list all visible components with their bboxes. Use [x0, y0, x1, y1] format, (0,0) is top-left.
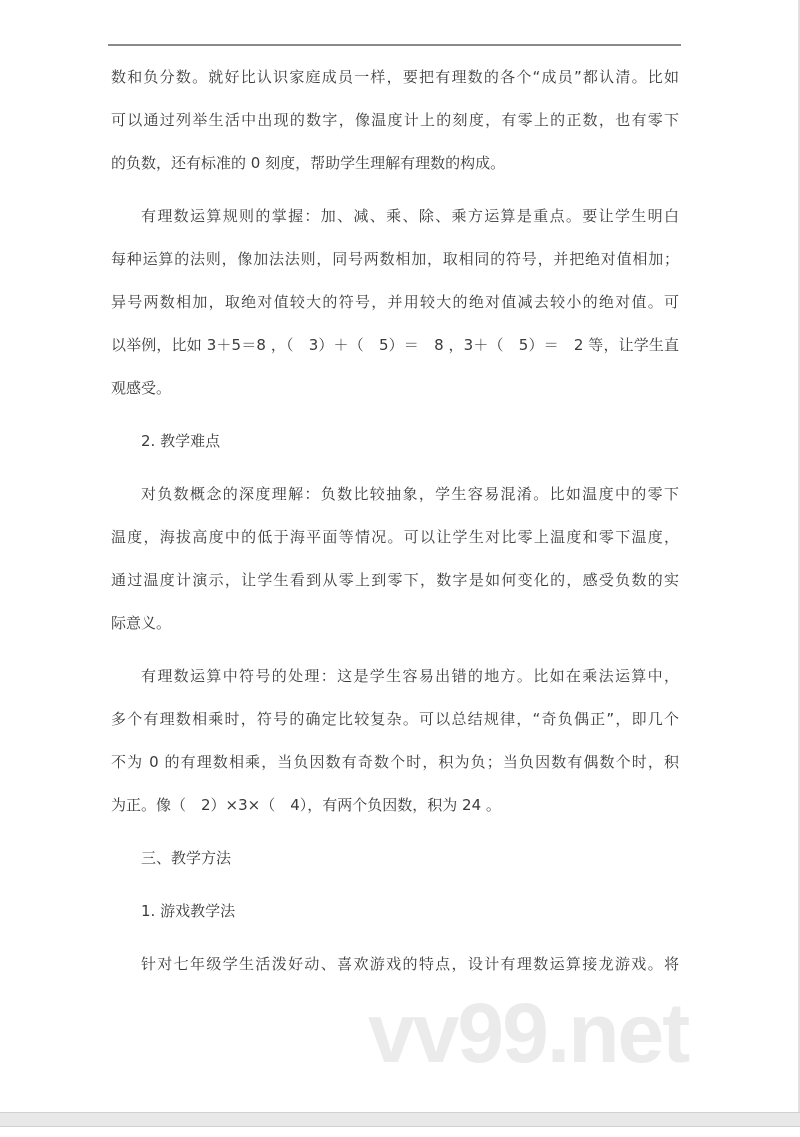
- text-line: 观感受。: [111, 379, 172, 397]
- paragraph-negative-numbers: [111, 473, 679, 645]
- text-line: 针对七年级学生活泼好动、喜欢游戏的特点，设计有理数运算接龙游戏。将: [141, 955, 679, 973]
- text-line: 际意义。: [111, 614, 172, 632]
- text-line: 对负数概念的深度理解：负数比较抽象，学生容易混淆。比如温度中的零下: [141, 485, 679, 503]
- text-line: 有理数运算中符号的处理：这是学生容易出错的地方。比如在乘法运算中，: [141, 667, 679, 685]
- section-heading: 2. 教学难点: [141, 432, 221, 450]
- text-line: 的负数，还有标准的 0 刻度，帮助学生理解有理数的构成。: [111, 154, 506, 172]
- text-line: 为正。像（ 2）×3×（ 4），有两个负因数，积为 24 。: [111, 796, 501, 814]
- header-rule: [108, 44, 681, 46]
- paragraph-sign-handling: [111, 655, 679, 827]
- text-line: 温度，海拔高度中的低于海平面等情况。可以让学生对比零上温度和零下温度，: [111, 528, 679, 546]
- text-line: 可以通过列举生活中出现的数字，像温度计上的刻度，有零上的正数，也有零下: [111, 111, 679, 129]
- text-line: 以举例，比如 3＋5＝8 ，（ 3）＋（ 5）＝ 8 ，3＋（ 5）＝ 2 等，让学生直: [111, 336, 679, 354]
- heading-game-method: [111, 890, 679, 933]
- text-line: 不为 0 的有理数相乘，当负因数有奇数个时，积为负；当负因数有偶数个时，积: [111, 753, 679, 771]
- text-line: 有理数运算规则的掌握：加、减、乘、除、乘方运算是重点。要让学生明白: [141, 207, 679, 225]
- text-line: 多个有理数相乘时，符号的确定比较复杂。可以总结规律，“奇负偶正”，即几个: [111, 710, 679, 728]
- watermark: vv99.net: [368, 986, 689, 1080]
- heading-teaching-methods: [111, 837, 679, 880]
- document-body: [111, 56, 679, 996]
- text-line: 数和负分数。就好比认识家庭成员一样，要把有理数的各个“成员”都认清。比如: [111, 68, 679, 86]
- text-line: 每种运算的法则，像加法法则，同号两数相加，取相同的符号，并把绝对值相加；: [111, 250, 679, 268]
- paragraph-rational-members: [111, 56, 679, 185]
- text-line: 通过温度计演示，让学生看到从零上到零下，数字是如何变化的，感受负数的实: [111, 571, 679, 589]
- heading-teaching-difficulties: [111, 420, 679, 463]
- text-line: 异号两数相加，取绝对值较大的符号，并用较大的绝对值减去较小的绝对值。可: [111, 293, 679, 311]
- section-heading: 三、教学方法: [141, 849, 232, 867]
- paragraph-game-method: [111, 943, 679, 986]
- paragraph-operation-rules: [111, 195, 679, 410]
- section-heading: 1. 游戏教学法: [141, 902, 236, 920]
- page-separator: [0, 1112, 800, 1127]
